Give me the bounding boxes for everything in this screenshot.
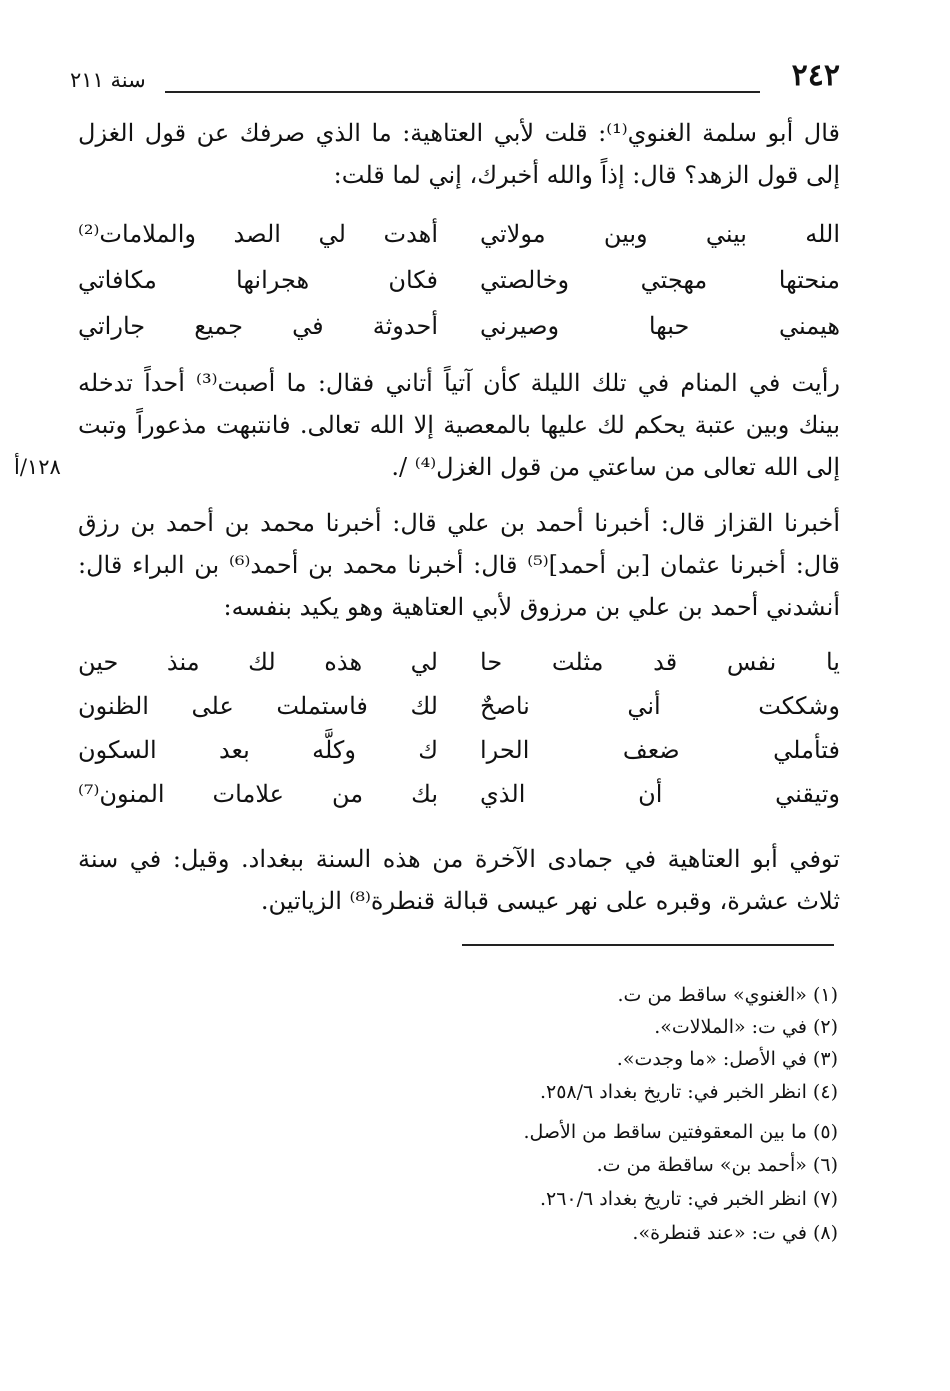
header-rule [165,91,760,93]
poem2-verse-2 [78,692,840,738]
footnote-8: (٨) في ت: «عند قنطرة». [632,1222,838,1244]
verse-hemistich-first: يا نفس قد مثلت حا [480,648,840,676]
footnote-4: (٤) انظر الخبر في: تاريخ بغداد ٢٥٨/٦. [539,1081,838,1103]
verse-hemistich-second: بك من علامات المنون⁽⁷⁾ [78,780,438,808]
page-header [70,58,840,98]
poem1-verse-1 [78,220,840,266]
verse-hemistich-second: لي هذه لك منذ حين [78,648,438,676]
verse-hemistich-second: لك فاستملت على الظنون [78,692,438,720]
footnote-separator [462,944,834,946]
verse-hemistich-first: الله بيني وبين مولاتي [480,220,840,248]
verse-hemistich-first: فتأملي ضعف الحرا [480,736,840,764]
verse-hemistich-second: ك وكلَّه بعد السكون [78,736,438,764]
poem1-verse-2 [78,266,840,312]
paragraph-3: أخبرنا القزاز قال: أخبرنا أحمد بن علي قال: أخبرنا محمد بن أحمد بن رزق قال: أخبرنا عثمان [بن أحمد]⁽⁵⁾ قال: أخبرنا محمد بن أحمد⁽⁶⁾ بن البراء قال: أنشدني أحمد بن علي بن مرزوق لأبي العتاهية وهو يكيد بنفسه: [78,509,841,621]
footnote-5: (٥) ما بين المعقوفتين ساقط من الأصل. [523,1121,838,1143]
verse-hemistich-first: منحتها مهجتي وخالصتي [480,266,840,294]
margin-folio-note: ١٢٨/أ [14,455,61,479]
footnote-7: (٧) انظر الخبر في: تاريخ بغداد ٢٦٠/٦. [539,1188,838,1210]
page-number: ٢٤٢ [791,58,840,93]
verse-hemistich-second: أهدت لي الصد والملامات⁽²⁾ [78,220,438,248]
footnote-2: (٢) في ت: «الملالات». [654,1016,838,1038]
paragraph-1: قال أبو سلمة الغنوي⁽¹⁾: قلت لأبي العتاهية: ما الذي صرفك عن قول الغزل إلى قول الزهد؟ قال: إذاً والله أخبرك، إني لما قلت: [78,119,841,189]
verse-hemistich-second: أحدوثة في جميع جاراتي [78,312,438,340]
verse-hemistich-first: هيمني حبها وصيرني [480,312,840,340]
footnote-1: (١) «الغنوي» ساقط من ت. [617,984,838,1006]
paragraph-4: توفي أبو العتاهية في جمادى الآخرة من هذه السنة ببغداد. وقيل: في سنة ثلاث عشرة، وقبره على نهر عيسى قبالة قنطرة⁽⁸⁾ الزياتين. [78,845,840,915]
poem2-verse-3 [78,736,840,782]
verse-hemistich-second: فكان هجرانها مكافاتي [78,266,438,294]
poem2-verse-1 [78,648,840,694]
verse-hemistich-first: وشككت أني ناصحٌ [480,692,840,720]
paragraph-2: رأيت في المنام في تلك الليلة كأن آتياً أتاني فقال: ما أصبت⁽³⁾ أحداً تدخله بينك وبين عتبة يحكم لك عليها بالمعصية إلا الله تعالى. فانتبهت مذعوراً وتبت إلى الله تعالى من ساعتي من قول الغزل⁽⁴⁾ /. [78,369,840,481]
running-head: سنة ٢١١ [70,68,146,92]
verse-hemistich-first: وتيقني أن الذي [480,780,840,808]
poem1-verse-3 [78,312,840,358]
footnote-3: (٣) في الأصل: «ما وجدت». [616,1048,838,1070]
footnote-6: (٦) «أحمد بن» ساقطة من ت. [596,1154,838,1176]
poem2-verse-4 [78,780,840,826]
